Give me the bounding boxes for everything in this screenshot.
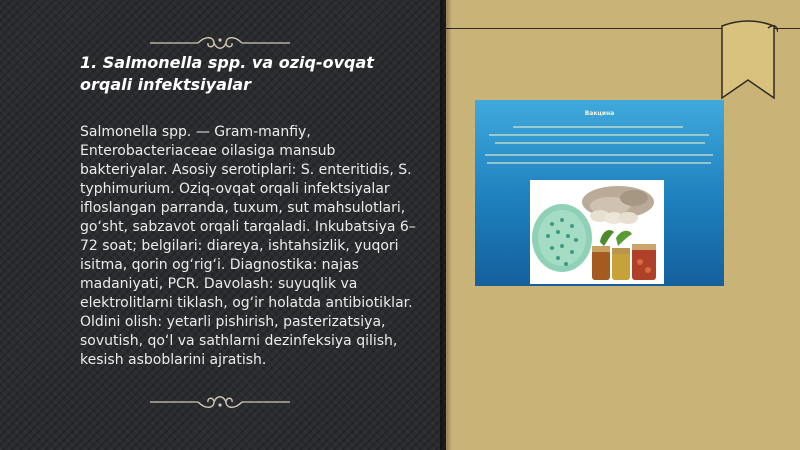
flourish-ornament-top [150,33,290,53]
vaccine-illustration-image [475,100,724,286]
slide-body-text: Salmonella spp. — Gram-manfiy, Enterobacteriaceae oilasiga mansub bakteriyalar. Asosiy serotiplari: S. enteritidis, S. typhimurium. Oziq-ovqat orqali infektsiyalar ifloslangan parranda, tuxum, sut mahsulotlari, go‘sht, sabzavot orqali tarqaladi. Inkubatsiya 6–72 soat; belgilari: diareya, ishtahsizlik, yuqori isitma, qorin og‘rig‘i. Diagnostika: najas madaniyati, PCR. Davolash: suyuqlik va elektrolitlarni tiklash, og‘ir holatda antibiotiklar. Oldini olish: yetarli pishirish, pasterizatsiya, sovutish, qo‘l va sathlarni dezinfeksiya qilish, kesish asboblarini ajratish. [80,124,416,368]
image-caption-title: Вакцина [584,110,615,117]
image-caption-line [513,126,683,128]
food-and-bacteria-graphic [530,180,664,284]
image-caption-line [487,162,711,164]
food-and-bacteria-photo [530,180,664,284]
image-caption-line [495,142,705,144]
flourish-ornament-bottom [150,392,290,412]
bookmark-icon [718,18,778,100]
slide-title: 1. Salmonella spp. va oziq-ovqat orqali infektsiyalar [80,53,374,94]
image-caption-line [485,154,713,156]
image-caption-line [489,134,709,136]
panel-divider-shadow [440,0,452,450]
